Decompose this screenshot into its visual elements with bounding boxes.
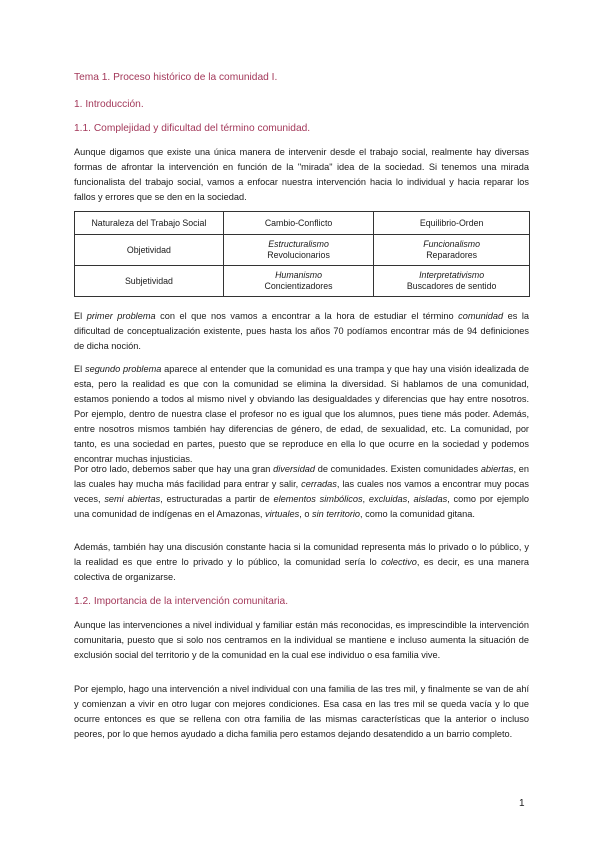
table-cell bbox=[374, 266, 530, 297]
section-heading-1-2: 1.2. Importancia de la intervención comunitaria. bbox=[74, 596, 289, 607]
document-title: Tema 1. Proceso histórico de la comunidad I. bbox=[74, 72, 278, 83]
cell-sub: Reparadores bbox=[426, 250, 478, 260]
table-header-cell: Equilibrio-Orden bbox=[374, 212, 530, 235]
section-heading-1: 1. Introducción. bbox=[74, 99, 144, 110]
social-work-table bbox=[74, 211, 530, 297]
table-cell bbox=[374, 235, 530, 266]
cell-sub: Concientizadores bbox=[264, 281, 333, 291]
cell-main: Funcionalismo bbox=[423, 239, 480, 249]
page-number: 1 bbox=[519, 798, 525, 809]
paragraph-example: Por ejemplo, hago una intervención a nivel individual con una familia de las tres mil, y finalmente se van de ahí y comienzan a vivir en otro lugar con mejores condiciones. Esa casa en las tres mil se queda vacía y lo que ocurre entonces es que se rellena con otra familia de las mismas características que la anterior o incluso peores, por lo que hemos ayudado a dicha familia pero estamos dejando desatendido a un barrio completo. bbox=[74, 684, 529, 739]
table-cell bbox=[223, 266, 373, 297]
paragraph-importance: Aunque las intervenciones a nivel individual y familiar están más reconocidas, es imprescindible la intervención comunitaria, puesto que si solo nos centramos en la individual se mantiene e incluso aumenta la situación de exclusión social del territorio y de la comunidad en la cual ese individuo o esa familia vive. bbox=[74, 620, 529, 660]
table-row-label: Subjetividad bbox=[75, 266, 224, 297]
table-row bbox=[75, 266, 530, 297]
cell-sub: Revolucionarios bbox=[267, 250, 330, 260]
paragraph-diversity: Por otro lado, debemos saber que hay una gran diversidad de comunidades. Existen comunidades abiertas, en las cuales hay mucha más facilidad para entrar y salir, cerradas, las cuales nos vamos a encontrar muy pocas veces, semi abiertas, estructuradas a partir de elementos simbólicos, excluidas, aisladas, como por ejemplo una comunidad de indígenas en el Amazonas, virtuales, o sin territorio, como la comunidad gitana. bbox=[74, 464, 530, 519]
paragraph-first-problem: El primer problema con el que nos vamos a encontrar a la hora de estudiar el término comunidad es la dificultad de conceptualización existente, pues hasta los años 70 podíamos encontrar más de 94 definiciones de dicha noción. bbox=[74, 311, 529, 351]
table-cell bbox=[223, 235, 373, 266]
paragraph-second-problem: El segundo problema aparece al entender que la comunidad es una trampa y que hay una visión idealizada de esta, pero la realidad es que con la comunidad se elimina la diversidad. Si hablamos de una comunidad, estamos poniendo a todos al mismo nivel y obviando las desigualdades y diferencias que hay entre nosotros. Por ejemplo, dentro de nuestra clase el profesor no es igual que los alumnos, pues tiene más poder. Además, entre nosotros mismos también hay diferencias de género, de edad, de sexualidad, etc. La comunidad, por tanto, es una sociedad en partes, puesto que se reproduce en ella lo que ocurre en la sociedad y podemos encontrar muchas injusticias. bbox=[74, 364, 529, 464]
table-row bbox=[75, 235, 530, 266]
section-heading-1-1: 1.1. Complejidad y dificultad del término comunidad. bbox=[74, 123, 311, 134]
table-row-label: Objetividad bbox=[75, 235, 224, 266]
table-header-cell: Cambio-Conflicto bbox=[223, 212, 373, 235]
cell-sub: Buscadores de sentido bbox=[406, 281, 497, 291]
table-header-cell: Naturaleza del Trabajo Social bbox=[75, 212, 224, 235]
table-header-row bbox=[75, 212, 530, 235]
cell-main: Humanismo bbox=[275, 270, 323, 280]
paragraph-collective: Además, también hay una discusión constante hacia si la comunidad representa más lo privado o lo público, y la realidad es que entre lo privado y lo público, la comunidad sería lo colectivo, es decir, es una manera colectiva de organizarse. bbox=[74, 542, 529, 582]
paragraph-intro: Aunque digamos que existe una única manera de intervenir desde el trabajo social, realmente hay diversas formas de afrontar la intervención en función de la "mirada" idea de la sociedad. Si tenemos una mirada funcionalista del trabajo social, vamos a enfocar nuestra intervención hacia lo individual y hacia reparar los fallos y errores que se den en la sociedad. bbox=[74, 147, 529, 202]
cell-main: Interpretativismo bbox=[419, 270, 485, 280]
cell-main: Estructuralismo bbox=[268, 239, 329, 249]
